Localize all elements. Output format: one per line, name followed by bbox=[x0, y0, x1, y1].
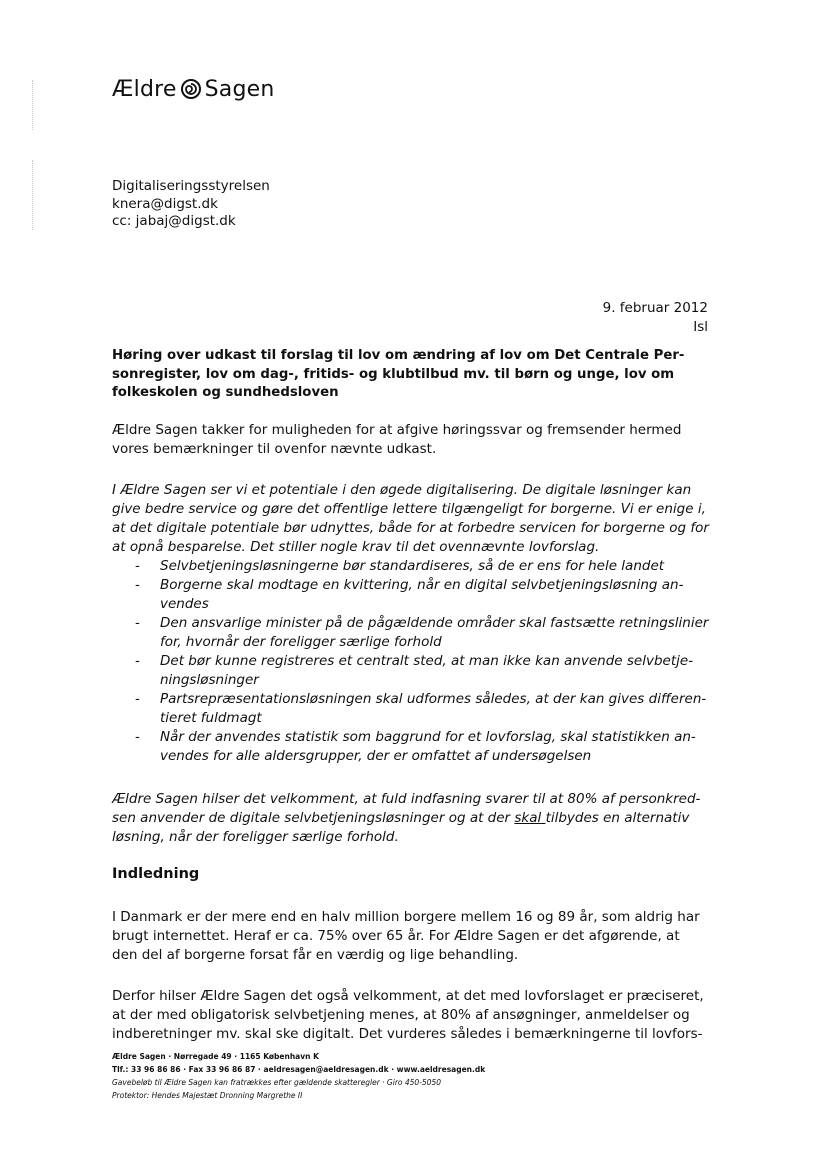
list-item-text: Borgerne skal modtage en kvittering, når en digital selvbetjeningsløsning an- bbox=[160, 577, 684, 593]
logo-text-left: Ældre bbox=[112, 76, 177, 102]
date-block bbox=[603, 299, 708, 337]
welcome-paragraph bbox=[112, 790, 712, 847]
list-item-text: vendes for alle aldersgrupper, der er omfattet af undersøgelsen bbox=[160, 748, 592, 764]
footer-donation: Gavebeløb til Ældre Sagen kan fratrækkes efter gældende skatteregler · Giro 450-5050 bbox=[112, 1078, 441, 1087]
paragraph-line bbox=[112, 809, 712, 828]
bullet-dash: - bbox=[135, 615, 140, 631]
paragraph-line: den del af borgerne forsat får en værdig og lige behandling. bbox=[112, 947, 519, 963]
section-title: Indledning bbox=[112, 866, 200, 882]
paragraph-line: at der med obligatorisk selvbetjening menes, at 80% af ansøgninger, anmeldelser og bbox=[112, 1007, 690, 1023]
list-item-text: Selvbetjeningsløsningerne bør standardiseres, så de er ens for hele landet bbox=[160, 558, 665, 574]
requirements-list bbox=[112, 557, 712, 766]
letter-date: 9. februar 2012 bbox=[602, 300, 708, 316]
paragraph-line: løsning, når der foreligger særlige forhold. bbox=[112, 829, 399, 845]
footer bbox=[112, 1050, 485, 1102]
list-item-text: vendes bbox=[160, 596, 209, 612]
paragraph-line: at opnå besparelse. Det stiller nogle krav til det ovennævnte lovforslag. bbox=[112, 539, 600, 555]
potential-paragraph bbox=[112, 481, 712, 557]
paragraph-line: I Danmark er der mere end en halv million borgere mellem 16 og 89 år, som aldrig har bbox=[112, 909, 700, 925]
paragraph-line: vores bemærkninger til ovenfor nævnte udkast. bbox=[112, 441, 437, 457]
heading-line: folkeskolen og sundhedsloven bbox=[112, 385, 339, 400]
list-item bbox=[112, 690, 712, 728]
paragraph-line: Ældre Sagen takker for muligheden for at afgive høringssvar og fremsender hermed bbox=[112, 422, 682, 438]
list-item-text: ningsløsninger bbox=[160, 672, 259, 688]
spiral-logo-icon bbox=[180, 78, 202, 100]
list-item bbox=[112, 652, 712, 690]
bullet-dash: - bbox=[135, 729, 140, 745]
list-item-text: Partsrepræsentationsløsningen skal udformes således, at der kan gives differen- bbox=[160, 691, 707, 707]
paragraph-line: indberetninger mv. skal ske digitalt. Det vurderes således i bemærkningerne til lovfors- bbox=[112, 1026, 703, 1042]
footer-address: Ældre Sagen · Nørregade 49 · 1165 København K bbox=[112, 1052, 319, 1061]
footer-contact: Tlf.: 33 96 86 86 · Fax 33 96 86 87 · aeldresagen@aeldresagen.dk · www.aeldresagen.dk bbox=[112, 1065, 486, 1074]
text-span: tilbydes en alternativ bbox=[545, 810, 690, 826]
margin-dots bbox=[32, 160, 35, 230]
list-item bbox=[112, 614, 712, 652]
paragraph-line: at det digitale potentiale bør udnyttes, både for at forbedre servicen for borgerne og for bbox=[112, 520, 709, 536]
footer-patron: Protektor: Hendes Majestæt Dronning Margrethe II bbox=[112, 1091, 303, 1100]
recipient-email: knera@digst.dk bbox=[112, 195, 218, 212]
danmark-paragraph bbox=[112, 908, 712, 965]
text-span: sen anvender de digitale selvbetjeningsløsninger og at der bbox=[112, 810, 515, 826]
list-item bbox=[112, 728, 712, 766]
paragraph-line: I Ældre Sagen ser vi et potentiale i den øgede digitalisering. De digitale løsninger kan bbox=[112, 482, 692, 498]
recipient-address bbox=[112, 178, 270, 231]
list-item bbox=[112, 576, 712, 614]
paragraph-line: brugt internettet. Heraf er ca. 75% over 65 år. For Ældre Sagen er det afgørende, at bbox=[112, 928, 680, 944]
bullet-dash: - bbox=[135, 691, 140, 707]
heading-line: Høring over udkast til forslag til lov om ændring af lov om Det Centrale Per- bbox=[112, 348, 685, 363]
recipient-cc: cc: jabaj@digst.dk bbox=[112, 213, 236, 229]
letter-heading bbox=[112, 347, 712, 403]
paragraph-line: give bedre service og gøre det offentlige lettere tilgængeligt for borgerne. Vi er enige i, bbox=[112, 501, 706, 517]
list-item-text: tieret fuldmagt bbox=[160, 710, 262, 726]
derfor-paragraph bbox=[112, 987, 712, 1044]
bullet-dash: - bbox=[135, 558, 140, 574]
list-item-text: Det bør kunne registreres et centralt sted, at man ikke kan anvende selvbetje- bbox=[160, 653, 694, 669]
heading-line: sonregister, lov om dag-, fritids- og klubtilbud mv. til børn og unge, lov om bbox=[112, 366, 675, 382]
intro-paragraph bbox=[112, 421, 712, 459]
author-initials: Isl bbox=[693, 319, 708, 335]
list-item-text: Den ansvarlige minister på de pågældende områder skal fastsætte retningslinier bbox=[160, 615, 709, 631]
list-item-text: Når der anvendes statistik som baggrund for et lovforslag, skal statistikken an- bbox=[160, 729, 696, 745]
paragraph-line: Ældre Sagen hilser det velkomment, at fuld indfasning svarer til at 80% af personkred- bbox=[112, 791, 701, 807]
list-item-text: for, hvornår der foreligger særlige forhold bbox=[160, 634, 442, 650]
logo bbox=[112, 74, 275, 104]
logo-text-right: Sagen bbox=[204, 76, 275, 102]
bullet-dash: - bbox=[135, 577, 140, 593]
paragraph-line: Derfor hilser Ældre Sagen det også velkomment, at det med lovforslaget er præciseret, bbox=[112, 988, 704, 1004]
list-item bbox=[112, 557, 712, 576]
margin-dots bbox=[32, 80, 35, 130]
bullet-dash: - bbox=[135, 653, 140, 669]
recipient-name: Digitaliseringsstyrelsen bbox=[112, 178, 270, 194]
underlined-word: skal bbox=[514, 810, 546, 826]
